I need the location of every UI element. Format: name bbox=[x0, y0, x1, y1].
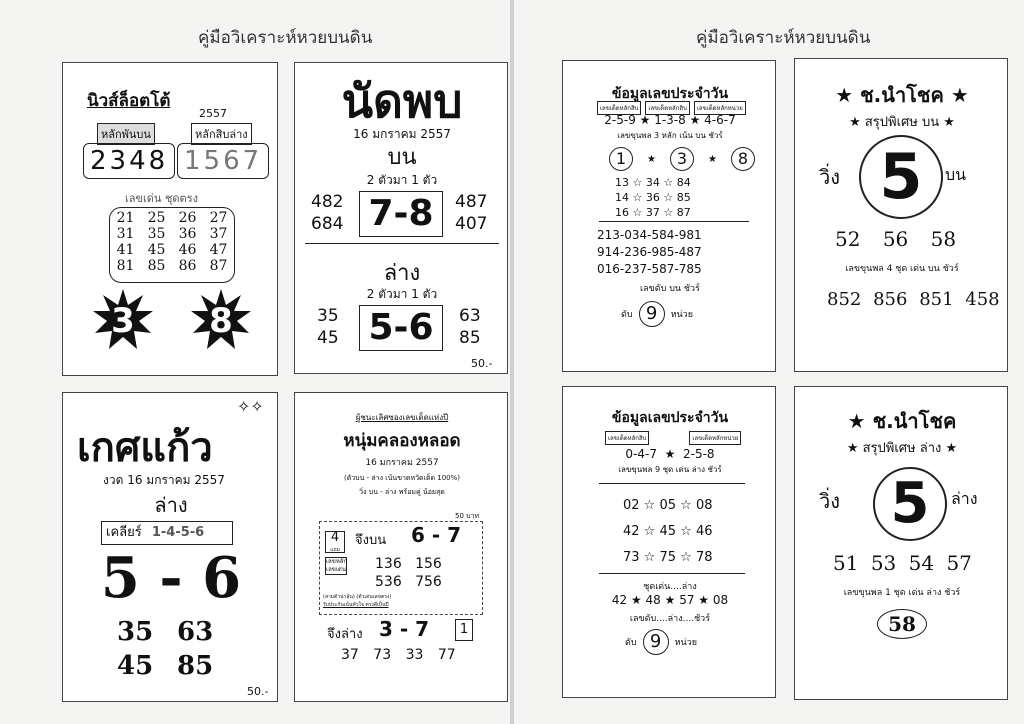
formula-box bbox=[101, 521, 233, 545]
grid-cell: 25 bbox=[147, 210, 166, 226]
card-numkhlonglot bbox=[294, 392, 508, 702]
card-title: นัดพบ bbox=[341, 74, 463, 128]
burst-number-right: 8 bbox=[209, 301, 233, 341]
tab: เลขเด็ดหลักหน่วย bbox=[689, 431, 741, 445]
num: 51 bbox=[833, 551, 859, 575]
divider bbox=[599, 573, 745, 574]
circled-number: 8 bbox=[731, 147, 755, 171]
right-label: หลักสิบล่าง bbox=[191, 123, 252, 145]
note4: รับประกันเน้นหัวใจ ตรงดีเป็นปี bbox=[323, 602, 389, 608]
card-title: หนุ่มคลองหลอด bbox=[343, 431, 461, 451]
num: 85 bbox=[676, 191, 691, 204]
num: 73 bbox=[373, 647, 392, 663]
card-title: นิวส์ล็อตโต้ bbox=[87, 91, 171, 111]
burst-number-left: 3 bbox=[111, 301, 135, 341]
num: 45 bbox=[659, 524, 677, 539]
grid-cell: 87 bbox=[209, 258, 228, 274]
date: 16 มกราคม 2557 bbox=[353, 127, 451, 141]
subtitle-row bbox=[795, 111, 1009, 132]
long-number: 213-034-584-981 bbox=[597, 228, 702, 242]
grid-cell: 47 bbox=[209, 242, 228, 258]
nums-row bbox=[833, 551, 972, 575]
pos-label: บน bbox=[945, 165, 967, 184]
num: 84 bbox=[676, 176, 691, 189]
formula-value: 1-4-5-6 bbox=[151, 525, 205, 540]
grid-cell: 37 bbox=[209, 226, 228, 242]
price: 50.- bbox=[247, 685, 269, 698]
card-chor-bottom bbox=[794, 386, 1008, 700]
date: งวด 16 มกราคม 2557 bbox=[103, 473, 225, 487]
num: 13 bbox=[615, 176, 629, 189]
label: ล่าง bbox=[154, 493, 188, 517]
star-icon: ★ bbox=[943, 83, 969, 107]
divider bbox=[599, 483, 745, 484]
grid-cell: 26 bbox=[178, 210, 197, 226]
date: 16 มกราคม 2557 bbox=[365, 458, 439, 468]
tab: เลขเด็ดหลักสิบ bbox=[645, 101, 689, 115]
num: 136 bbox=[375, 556, 402, 572]
num: 87 bbox=[676, 206, 691, 219]
formula-label: เคลียร์ bbox=[106, 525, 142, 540]
long-number: 914-236-985-487 bbox=[597, 245, 702, 259]
side-label: เลขหลัก bbox=[326, 558, 348, 565]
run-bottom-value: 3 - 7 bbox=[379, 617, 430, 641]
run-bottom-label: จึงล่าง bbox=[327, 627, 363, 642]
note1: (ตัวบน - ล่าง เน้นขาดหวัดเด็ด 100%) bbox=[343, 474, 461, 482]
line: เลขขุนพล 4 ชุด เด่น บน ชัวร์ bbox=[845, 264, 959, 274]
num: 156 bbox=[415, 556, 442, 572]
number-grid bbox=[109, 207, 235, 283]
line2: ชุดเด่น....ล่าง bbox=[643, 582, 697, 592]
circled-row bbox=[609, 147, 755, 171]
num: 05 bbox=[659, 498, 677, 513]
star-icon: ★ bbox=[939, 115, 955, 130]
seq: 2-5-9 ★ 1-3-8 ★ 4-6-7 bbox=[604, 113, 736, 127]
nums-row bbox=[835, 227, 956, 251]
seq2: 42 ★ 48 ★ 57 ★ 08 bbox=[611, 593, 729, 607]
grid-cell: 21 bbox=[116, 210, 135, 226]
grid-cell: 36 bbox=[178, 226, 197, 242]
bottom-right-nums bbox=[459, 305, 481, 349]
dab-unit: หน่วย bbox=[670, 310, 693, 320]
num: 851 bbox=[919, 289, 954, 310]
dab-label: ดับ bbox=[625, 638, 637, 648]
main-circle: 5 bbox=[873, 467, 947, 541]
num: 58 bbox=[930, 227, 957, 251]
num: 54 bbox=[908, 551, 935, 575]
num: 63 bbox=[459, 306, 481, 326]
dab-number: 9 bbox=[643, 629, 669, 655]
box2-num: 1 bbox=[455, 619, 473, 641]
price: 50 บาท bbox=[455, 512, 480, 520]
bottom-sub: 2 ตัวมา 1 ตัว bbox=[366, 287, 438, 301]
num: 37 bbox=[341, 647, 359, 663]
num: 46 bbox=[695, 524, 713, 539]
pos-label: ล่าง bbox=[951, 489, 978, 508]
run-top-value: 6 - 7 bbox=[411, 523, 462, 547]
num: 45 bbox=[317, 328, 339, 348]
star-icon: ★ bbox=[707, 153, 717, 165]
num: 56 bbox=[882, 227, 909, 251]
year-label: 2557 bbox=[199, 107, 227, 120]
grid-cell: 45 bbox=[147, 242, 166, 258]
num: 75 bbox=[659, 550, 677, 565]
card-title: ข้อมูลเลขประจำวัน bbox=[611, 410, 729, 426]
grid-cell: 86 bbox=[178, 258, 197, 274]
card-chor-top bbox=[794, 58, 1008, 372]
num: 53 bbox=[870, 551, 897, 575]
star-icon: ★ bbox=[941, 441, 958, 456]
num: 33 bbox=[405, 647, 424, 663]
num: 77 bbox=[437, 647, 456, 663]
grid-cell: 35 bbox=[147, 226, 166, 242]
star-icon: ★ bbox=[847, 409, 873, 433]
line2: เลขดับ บน ชัวร์ bbox=[640, 284, 700, 294]
card-nadphop bbox=[294, 62, 508, 374]
tabs bbox=[605, 431, 741, 445]
run-label: วิ่ง bbox=[819, 489, 840, 513]
num: 856 bbox=[873, 289, 908, 310]
num: 73 bbox=[623, 550, 640, 565]
num: 35 bbox=[117, 617, 154, 647]
card-title: ช.นำโชค bbox=[860, 83, 944, 107]
long-number: 016-237-587-785 bbox=[597, 262, 702, 276]
num: 85 bbox=[459, 328, 481, 348]
sparkle-icon: ✧✧ bbox=[237, 397, 264, 416]
divider bbox=[305, 243, 499, 244]
line1: เลขขุนพล 3 หลัก เน้น บน ชัวร์ bbox=[617, 131, 723, 140]
num: 63 bbox=[177, 617, 214, 647]
num: 34 bbox=[645, 176, 660, 189]
note3: (สามตัวน่าลุ้น) (ตัวเด่นเลขตรง) bbox=[323, 594, 392, 600]
tab: เลขเด็ดหลักสิบ bbox=[605, 431, 649, 445]
number-pairs bbox=[117, 615, 237, 683]
grid-cell: 81 bbox=[116, 258, 135, 274]
top-sub: 2 ตัวมา 1 ตัว bbox=[366, 173, 438, 187]
dab-row bbox=[621, 301, 693, 327]
num: 37 bbox=[645, 206, 660, 219]
num: 52 bbox=[835, 227, 861, 251]
note2: วิ่ง บน - ล่าง พร้อมคู่ น้อยสุด bbox=[359, 488, 445, 496]
divider bbox=[599, 221, 749, 222]
starburst-right-icon bbox=[189, 287, 253, 351]
num: 487 bbox=[455, 192, 488, 212]
number-rows: 02 ☆ 05 ☆ 08 42 ☆ 45 ☆ 46 73 ☆ 75 ☆ 78 bbox=[623, 498, 713, 565]
left-label: หลักพันบน bbox=[97, 123, 155, 145]
num: 756 bbox=[415, 574, 442, 590]
num: 42 bbox=[623, 524, 640, 539]
bottom-row bbox=[827, 289, 1000, 310]
main-circle: 5 bbox=[859, 135, 943, 219]
title-row bbox=[795, 405, 1009, 437]
bottom-main-box: 5-6 bbox=[359, 305, 443, 351]
num: 35 bbox=[317, 306, 339, 326]
bottom-label: ล่าง bbox=[383, 261, 421, 286]
page-gutter bbox=[510, 0, 514, 724]
card-title: ข้อมูลเลขประจำวัน bbox=[611, 86, 729, 102]
box-num bbox=[325, 531, 345, 553]
star-icon: ★ bbox=[647, 153, 656, 165]
tab: เลขเด็ดหลักหน่วย bbox=[694, 101, 746, 115]
num: 08 bbox=[695, 498, 713, 513]
number-rows: 13 ☆ 34 ☆ 84 14 ☆ 36 ☆ 85 16 ☆ 37 ☆ 87 bbox=[615, 176, 691, 219]
num: 482 bbox=[311, 192, 344, 212]
top-main-box: 7-8 bbox=[359, 191, 443, 237]
card-daily-2 bbox=[562, 386, 776, 698]
bottom-left-nums bbox=[317, 305, 339, 349]
grid-cell: 46 bbox=[178, 242, 197, 258]
left-page-header: คู่มือวิเคราะห์หวยบนดิน bbox=[198, 28, 373, 48]
circled-number: 1 bbox=[609, 147, 633, 171]
dab-unit: หน่วย bbox=[674, 638, 697, 648]
left-number: 2348 bbox=[83, 143, 175, 179]
circled-number: 3 bbox=[670, 147, 694, 171]
grid-cell: 41 bbox=[116, 242, 135, 258]
num: 36 bbox=[645, 191, 660, 204]
subtitle-row bbox=[795, 437, 1009, 458]
grid-caption: เลขเด่น ชุดตรง bbox=[125, 192, 198, 205]
num: 458 bbox=[965, 289, 1000, 310]
top-note: ผู้ชนะเลิศซองเลขเด็ดแห่งปี bbox=[355, 413, 449, 422]
card-title: เกศแก้ว bbox=[77, 424, 213, 471]
line1: เลขขุนพล 9 ชุด เด่น ล่าง ชัวร์ bbox=[618, 465, 722, 474]
starburst-left-icon bbox=[91, 287, 155, 351]
title-row bbox=[795, 79, 1009, 111]
main-number: 5 - 6 bbox=[100, 545, 242, 611]
run-top-label: จึงบน bbox=[355, 533, 387, 548]
grid-cell: 27 bbox=[209, 210, 228, 226]
dab-number: 9 bbox=[639, 301, 665, 327]
num: 02 bbox=[623, 498, 640, 513]
tab: เลขเด็ดหลักสิบ bbox=[597, 101, 641, 115]
dab-row bbox=[625, 629, 697, 655]
grid-cell: 31 bbox=[116, 226, 135, 242]
star-icon: ★ bbox=[835, 83, 861, 107]
num: 16 bbox=[615, 206, 629, 219]
card-title: ช.นำโชค bbox=[872, 409, 957, 433]
right-number: 1567 bbox=[177, 143, 269, 179]
card-newslotto bbox=[62, 62, 278, 376]
card-daily-1 bbox=[562, 60, 776, 372]
num: 45 bbox=[117, 651, 154, 681]
subtitle: สรุปพิเศษ บน bbox=[864, 115, 940, 130]
box-label: แถม bbox=[330, 547, 340, 553]
num: 684 bbox=[311, 214, 344, 234]
side-label: เลขเด่น bbox=[326, 566, 346, 573]
run-label: วิ่ง bbox=[819, 165, 840, 189]
top-left-nums bbox=[311, 191, 343, 235]
star-icon: ★ bbox=[849, 115, 865, 130]
dab-label: ดับ bbox=[621, 310, 633, 320]
grid-cell: 85 bbox=[147, 258, 166, 274]
subtitle: สรุปพิเศษ ล่าง bbox=[862, 441, 942, 456]
num: 85 bbox=[177, 651, 214, 681]
num: 78 bbox=[695, 550, 713, 565]
num: 14 bbox=[615, 191, 629, 204]
line3: เลขดับ....ล่าง....ชัวร์ bbox=[629, 614, 711, 624]
number-rows bbox=[375, 555, 442, 591]
top-label: บน bbox=[387, 145, 417, 170]
long-numbers bbox=[597, 227, 702, 278]
num: 852 bbox=[827, 289, 862, 310]
card-ketkaew bbox=[62, 392, 278, 702]
right-page-header: คู่มือวิเคราะห์หวยบนดิน bbox=[696, 28, 871, 48]
seq: 0-4-7 ★ 2-5-8 bbox=[625, 447, 715, 461]
num: 407 bbox=[455, 214, 488, 234]
oval-number: 58 bbox=[877, 609, 927, 639]
num: 57 bbox=[946, 551, 972, 575]
top-right-nums bbox=[455, 191, 487, 235]
box-digit: 4 bbox=[330, 530, 340, 545]
line: เลขขุนพล 1 ชุด เด่น ล่าง ชัวร์ bbox=[843, 588, 961, 598]
star-icon: ★ bbox=[846, 441, 863, 456]
num: 536 bbox=[375, 574, 402, 590]
price: 50.- bbox=[471, 357, 493, 370]
side-labels bbox=[325, 557, 347, 575]
bottom-row bbox=[341, 647, 456, 663]
